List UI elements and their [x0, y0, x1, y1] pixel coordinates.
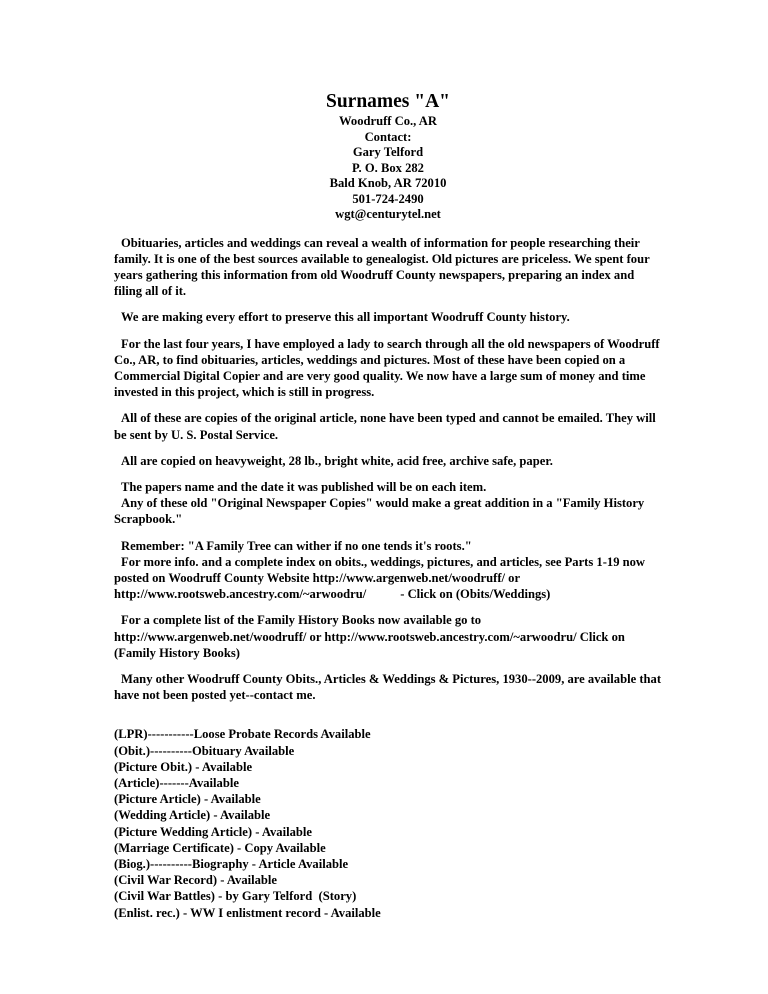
email-address: wgt@centurytel.net: [335, 207, 441, 221]
phone-number: 501-724-2490: [352, 191, 424, 206]
contact-name: Gary Telford: [352, 145, 424, 159]
legend-item: (Article)-------Available: [114, 775, 239, 790]
legend-item: (Obit.)----------Obituary Available: [114, 743, 295, 758]
paragraph-scrapbook-block: [114, 479, 662, 528]
po-box: P. O. Box 282: [352, 160, 424, 175]
legend-item: (Marriage Certificate) - Copy Available: [114, 840, 326, 855]
paragraph-remember-block: [114, 538, 662, 603]
document-page: [114, 90, 662, 921]
legend-item: (Biog.)----------Biography - Article Available: [114, 857, 349, 871]
legend-item: (Picture Obit.) - Available: [114, 759, 253, 774]
legend-item: (Picture Wedding Article) - Available: [114, 824, 312, 839]
click-obits-text: - Click on (Obits/Weddings): [400, 587, 551, 602]
legend-item: (Wedding Article) - Available: [114, 808, 271, 823]
contact-label: Contact:: [364, 129, 412, 144]
legend-item: (Civil War Battles) - by Gary Telford (Story): [114, 889, 357, 904]
legend-item: (Enlist. rec.) - WW I enlistment record - Available: [114, 905, 381, 920]
paragraph-remember: Remember: "A Family Tree can wither if no one tends it's roots.": [121, 538, 472, 553]
paragraph-intro: Obituaries, articles and weddings can reveal a wealth of information for people researching their family. It is one of the best sources available to genealogist. Old pictures are priceless. We spent four years gathering this information from old Woodruff County newspapers, preparing an index and filing all of it.: [114, 235, 650, 299]
paragraph-papers-name: The papers name and the date it was published will be on each item.: [121, 479, 487, 494]
paragraph-copies: All of these are copies of the original article, none have been typed and cannot be emailed. They will be sent by U. S. Postal Service.: [114, 411, 656, 442]
paragraph-other: Many other Woodruff County Obits., Articles & Weddings & Pictures, 1930--2009, are available that have not been posted yet--contact me.: [114, 671, 662, 703]
city-line: Bald Knob, AR 72010: [329, 176, 447, 190]
county-line: Woodruff Co., AR: [339, 114, 437, 128]
paragraph-more-info: [114, 554, 662, 603]
page-title: Surnames "A": [325, 91, 451, 112]
header-block: [114, 90, 662, 223]
legend-item: (LPR)-----------Loose Probate Records Available: [114, 727, 371, 742]
paragraph-preserve: We are making every effort to preserve this all important Woodruff County history.: [121, 310, 570, 325]
legend-item: (Civil War Record) - Available: [114, 873, 278, 888]
paragraph-search: For the last four years, I have employed a lady to search through all the old newspapers of Woodruff Co., AR, to find obituaries, articles, weddings and pictures. Most of these have been copied on a Commercial Digital Copier and are very good quality. We now have a large sum of money and time invested in this project, which is still in progress.: [114, 336, 660, 400]
legend-item: (Picture Article) - Available: [114, 792, 261, 807]
more-info-text: For more info. and a complete index on obits., weddings, pictures, and articles, see Parts 1-19 now posted on Woodruff County Website http://www.argenweb.net/woodruff/ or: [114, 554, 646, 585]
paragraph-scrapbook: Any of these old "Original Newspaper Copies" would make a great addition in a "Family History Scrapbook.": [114, 496, 645, 527]
rootsweb-link: http://www.rootsweb.ancestry.com/~arwoodru/: [114, 587, 367, 602]
paragraph-paper: All are copied on heavyweight, 28 lb., bright white, acid free, archive safe, paper.: [121, 453, 553, 468]
paragraph-books: For a complete list of the Family History Books now available go to http://www.argenweb.net/woodruff/ or http://www.rootsweb.ancestry.com/~arwoodru/ Click on (Family History Books): [114, 613, 625, 660]
legend-list: [114, 726, 662, 920]
